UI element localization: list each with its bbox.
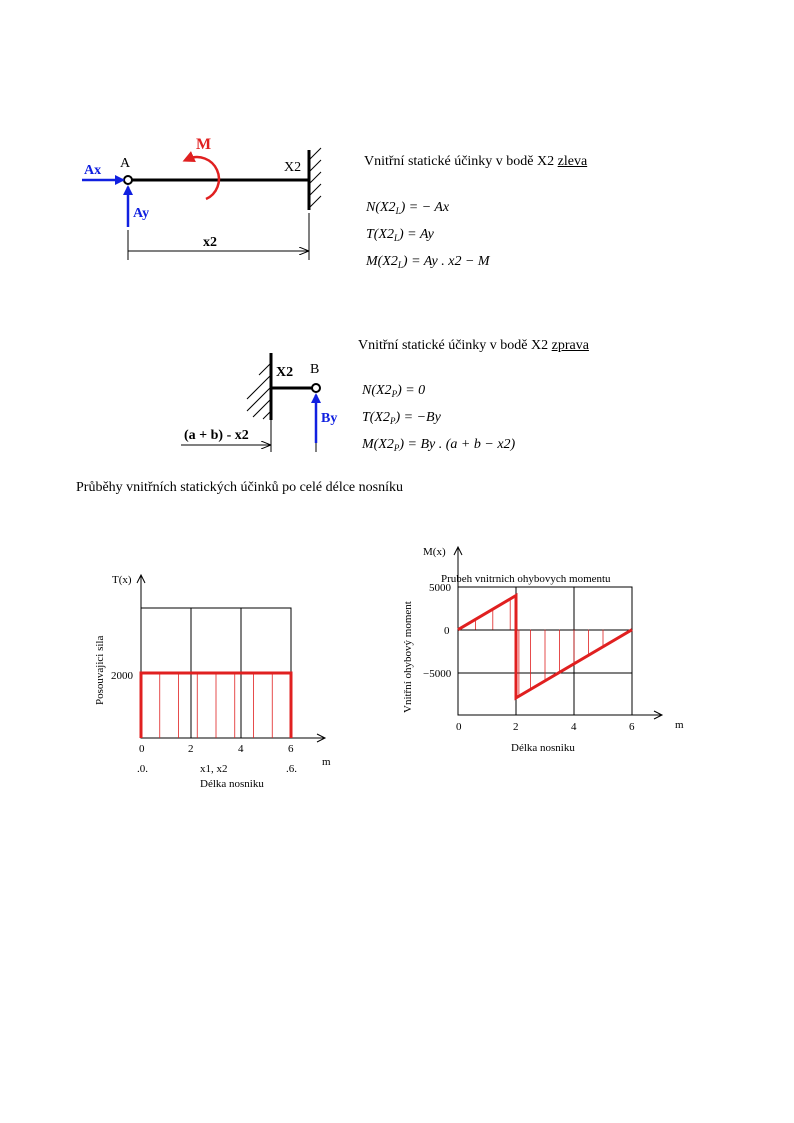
label-by: By xyxy=(321,411,338,426)
chart2-xlabel: Délka nosniku xyxy=(511,742,575,754)
chart1-ylabel: Posouvajici sila xyxy=(94,635,106,705)
chart2-title: Prubeh vnitrnich ohybovych momentu xyxy=(441,573,611,585)
chart1-x-var-label: x1, x2 xyxy=(200,763,228,775)
chart2-xtick-2: 2 xyxy=(513,721,519,733)
beam-right-svg xyxy=(178,348,343,458)
heading-left-prefix: Vnitřní statické účinky v bodě X2 xyxy=(364,154,558,169)
eq-left-t: $T(X2_L) = Ay$ xyxy=(366,227,434,243)
eq-right-n: $N(X2_P) = 0$ xyxy=(362,383,426,399)
chart2-ytick-0: 0 xyxy=(444,625,450,637)
chart1-x-unit: m xyxy=(322,756,331,768)
label-ay: Ay xyxy=(133,206,150,221)
beam-right-figure xyxy=(178,348,343,458)
shear-force-chart-svg xyxy=(78,563,340,795)
chart2-ytick-neg5000: −5000 xyxy=(423,668,452,680)
equations-right xyxy=(362,379,515,460)
chart2-xtick-6: 6 xyxy=(629,721,635,733)
chart1-xtick-4: 4 xyxy=(238,743,244,755)
label-x2: X2 xyxy=(284,160,302,175)
chart2-y-axis-name: M(x) xyxy=(423,546,446,558)
eq-left-n: $N(X2_L)$ = − Ax xyxy=(366,200,450,216)
beam-left-svg xyxy=(78,135,348,265)
chart1-axes xyxy=(137,575,325,742)
chart1-xtick-2: 2 xyxy=(188,743,194,755)
beam-left-figure xyxy=(78,135,348,265)
chart1-xlabel: Délka nosniku xyxy=(200,778,264,790)
chart1-xtick-6: 6 xyxy=(288,743,294,755)
bending-moment-chart xyxy=(389,535,689,763)
label-ax: Ax xyxy=(84,163,102,178)
label-x2-right: X2 xyxy=(276,365,294,380)
label-a: A xyxy=(120,156,131,171)
wall-hatch-right xyxy=(247,363,271,419)
bending-moment-chart-svg xyxy=(389,535,689,763)
pin-b xyxy=(312,384,320,392)
eq-right-m: $M(X2_P) = By$ . (a + b − x2) xyxy=(362,437,516,453)
caption: Průběhy vnitřních statických účinků po celé délce nosníku xyxy=(76,480,403,495)
chart1-xtick-0: 0 xyxy=(139,743,145,755)
shear-force-chart xyxy=(78,563,340,795)
heading-left xyxy=(364,154,587,170)
equations-left xyxy=(366,196,490,277)
dim-label: x2 xyxy=(203,235,217,250)
chart2-ytick-5000: 5000 xyxy=(429,582,451,594)
wall-hatch xyxy=(309,148,321,208)
eq-left-m: $M(X2_L) = Ay$ . x2 − M xyxy=(366,254,490,270)
chart2-hatch xyxy=(475,599,603,696)
heading-left-side: zleva xyxy=(557,154,588,169)
chart1-ytick-2000: 2000 xyxy=(111,670,133,682)
chart1-xrange-start: .0. xyxy=(137,763,148,775)
chart2-ylabel: Vnitřní ohybový moment xyxy=(402,601,414,713)
chart2-x-unit: m xyxy=(675,719,684,731)
chart1-y-axis-name: T(x) xyxy=(112,574,132,586)
chart1-hatch xyxy=(160,673,273,738)
chart2-xtick-0: 0 xyxy=(456,721,462,733)
dim-label-right: (a + b) - x2 xyxy=(184,428,249,443)
moment-arc xyxy=(188,157,219,199)
chart2-xtick-4: 4 xyxy=(571,721,577,733)
label-m: M xyxy=(196,136,212,153)
pin-a xyxy=(124,176,132,184)
eq-right-t: $T(X2_P) = -By$ xyxy=(362,410,441,426)
heading-right-prefix: Vnitřní statické účinky v bodě X2 xyxy=(358,338,552,353)
label-b: B xyxy=(310,362,320,377)
heading-right-side: zprava xyxy=(551,338,589,353)
chart1-xrange-end: .6. xyxy=(286,763,297,775)
heading-right xyxy=(358,338,589,354)
